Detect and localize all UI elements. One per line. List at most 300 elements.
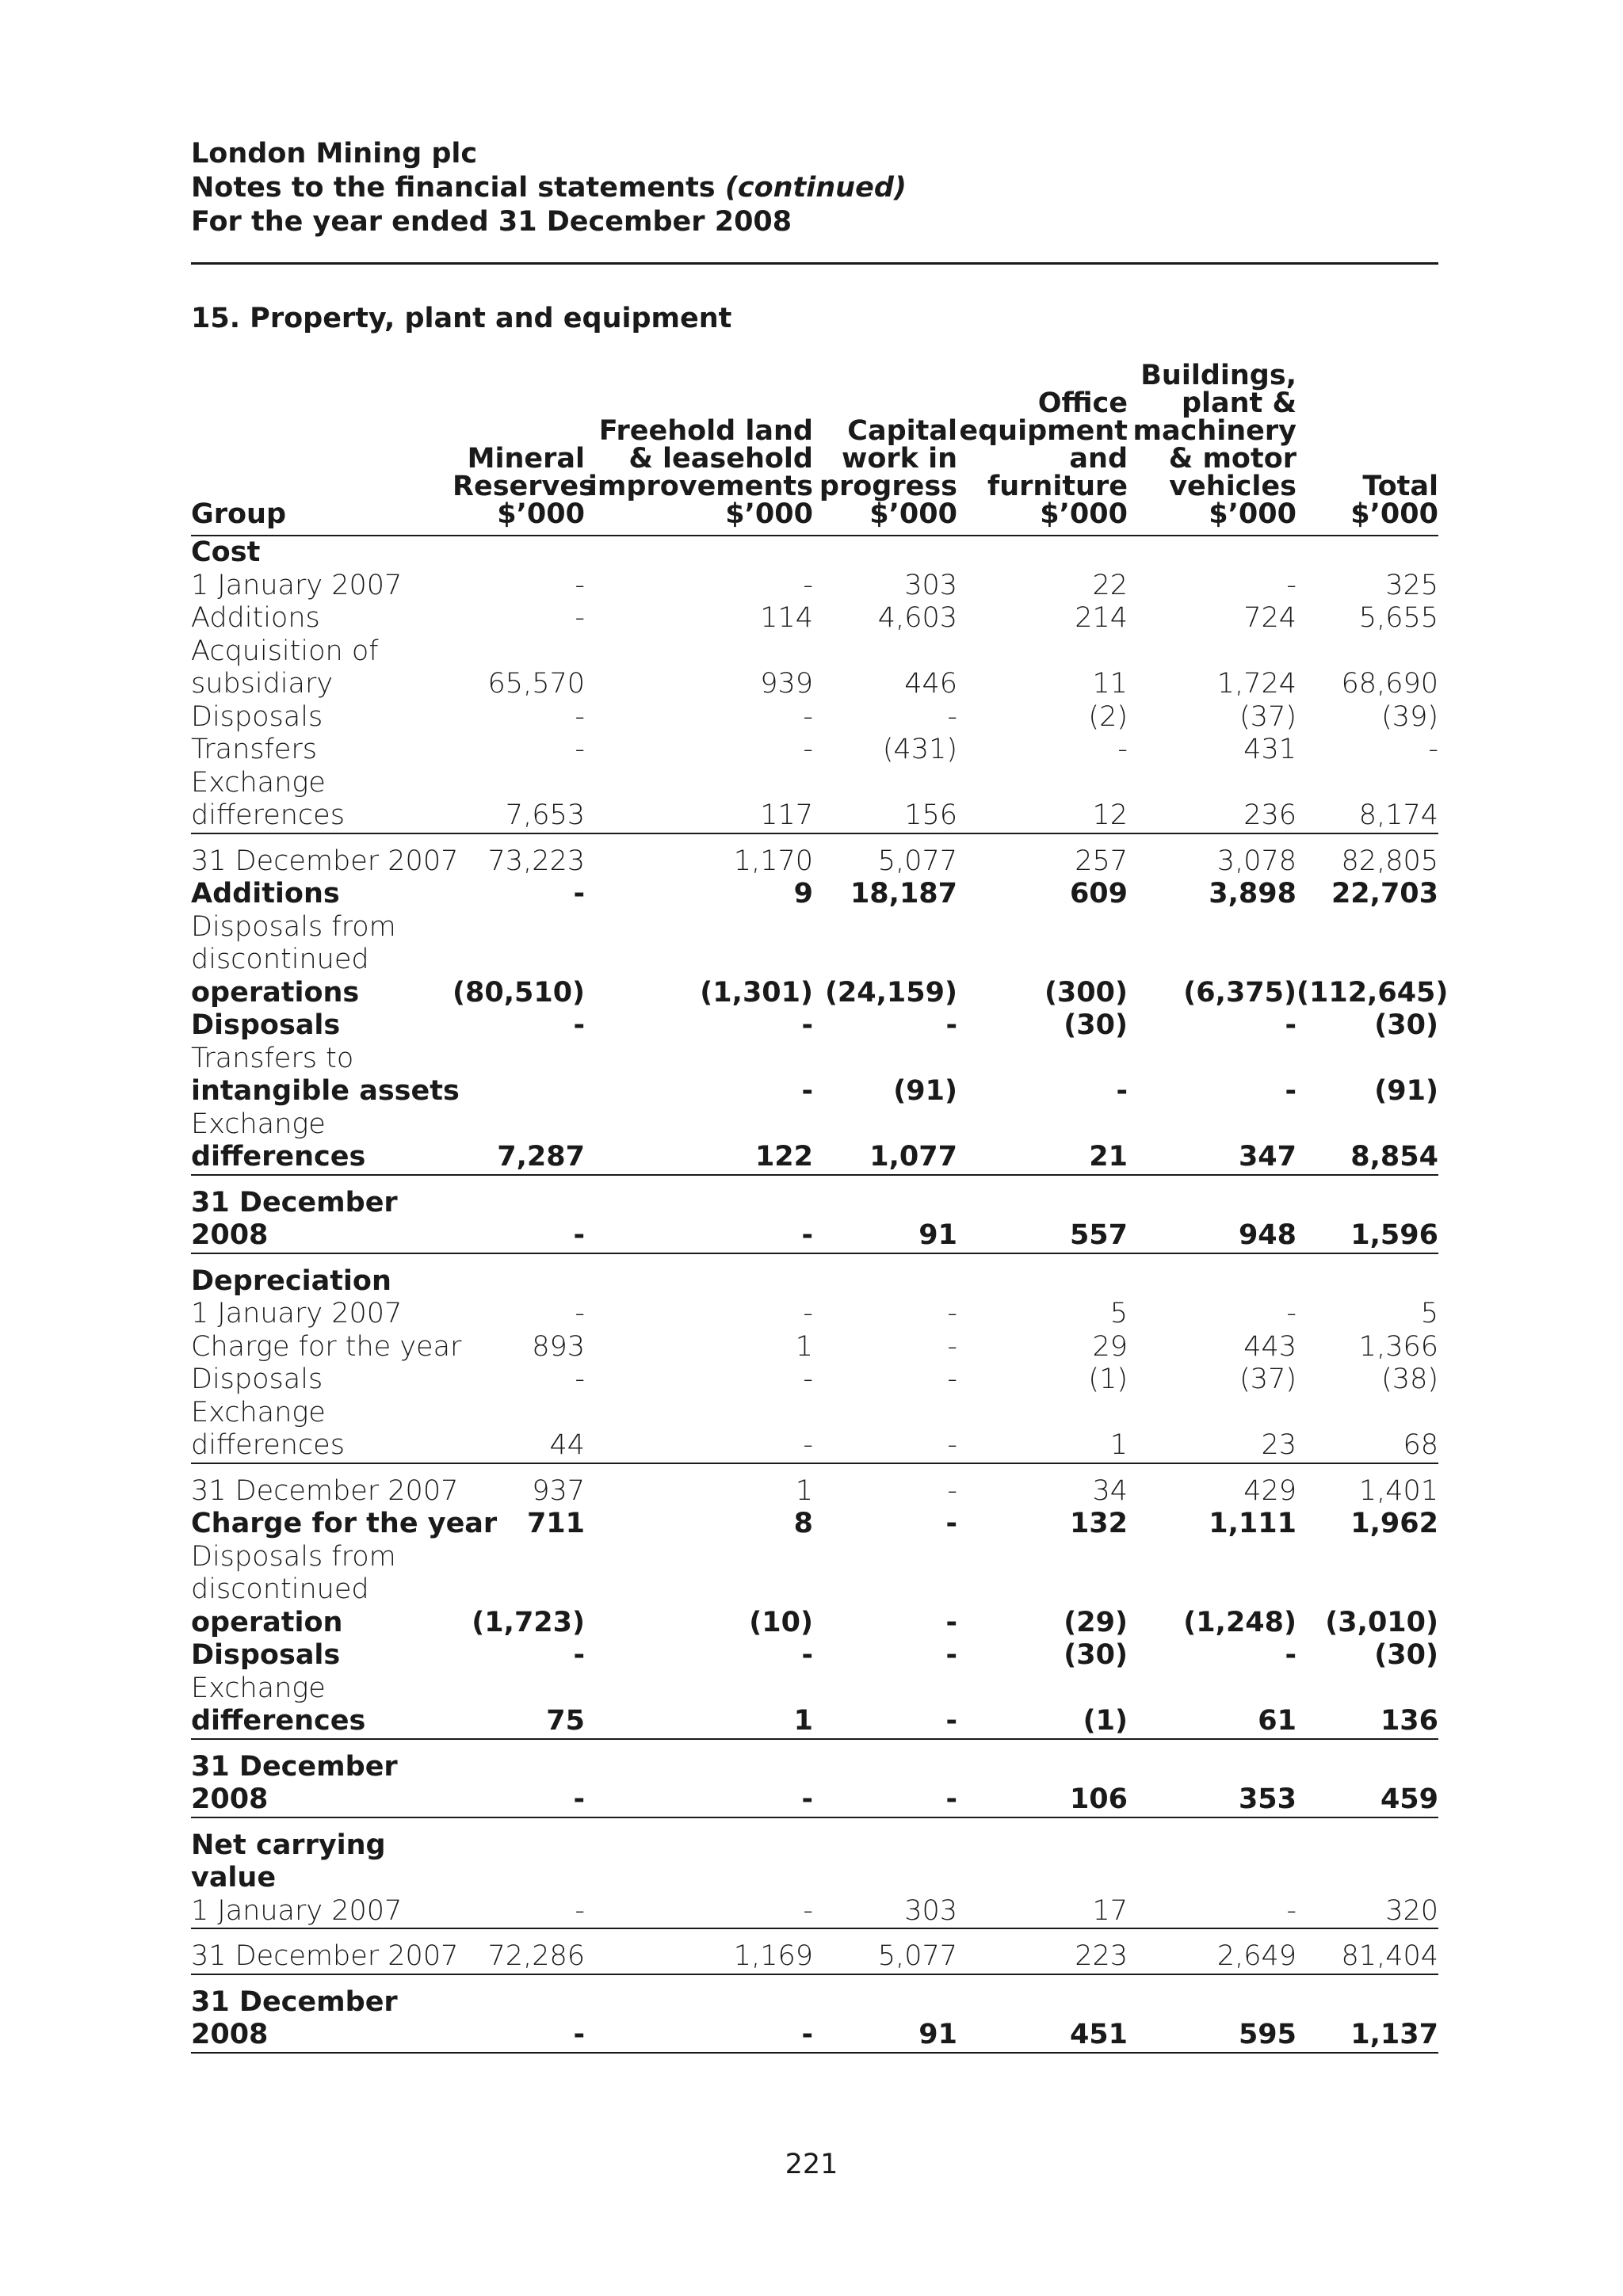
table-cell: -: [803, 1298, 813, 1329]
row-label: differences: [191, 1141, 453, 1175]
table-cell: 17: [957, 1895, 1128, 1929]
table-cell: (24,159): [824, 976, 957, 1009]
table-cell: 3,898: [1209, 878, 1296, 910]
notes-title: Notes to the financial statements: [191, 172, 716, 204]
table-cell: 22: [1092, 569, 1128, 601]
table-cell: 325: [1385, 569, 1438, 601]
row-label: 31 December: [191, 1750, 398, 1783]
table-row: [191, 1974, 1438, 2019]
table-cell: [585, 1862, 813, 1895]
table-cell: [957, 1974, 1128, 2019]
table-cell: [1128, 1739, 1296, 1784]
table-cell: [585, 635, 813, 669]
table-cell: 1,111: [1209, 1508, 1296, 1539]
table-body: [191, 536, 1449, 2053]
table-cell: -: [575, 1298, 585, 1329]
table-cell: -: [945, 1508, 957, 1539]
table-row: [191, 1508, 1438, 1541]
table-cell: 44: [453, 1429, 585, 1463]
table-cell: 459: [1296, 1783, 1438, 1817]
row-label: Disposals from: [191, 1540, 396, 1573]
table-cell: [957, 1175, 1128, 1220]
table-cell: [1296, 1043, 1438, 1076]
row-label: Transfers: [191, 734, 317, 765]
table-cell: [1296, 911, 1438, 944]
table-cell: 303: [813, 1895, 957, 1929]
table-cell: 214: [1075, 602, 1128, 634]
table-cell: -: [1285, 1075, 1296, 1107]
table-cell: [453, 1672, 585, 1706]
table-cell: 72,286: [453, 1928, 585, 1974]
table-cell: (10): [749, 1606, 813, 1638]
table-cell: 5: [1109, 1298, 1128, 1329]
table-cell: [957, 1108, 1128, 1142]
table-cell: [957, 911, 1128, 944]
table-cell: (91): [1374, 1075, 1438, 1107]
table-cell: -: [1116, 1075, 1128, 1107]
table-cell: (431): [882, 734, 957, 765]
table-cell: 724: [1243, 602, 1296, 634]
table-cell: (30): [1064, 1009, 1128, 1041]
table-cell: [1128, 911, 1296, 944]
table-cell: 4,603: [877, 602, 957, 634]
table-cell: [1296, 635, 1438, 669]
table-cell: [453, 1541, 585, 1574]
table-cell: 893: [532, 1330, 585, 1363]
table-cell: -: [453, 1219, 585, 1253]
table-cell: -: [1285, 1009, 1296, 1041]
table-cell: [813, 767, 957, 800]
table-row: [191, 1817, 1438, 1863]
row-label: Disposals from: [191, 910, 396, 943]
table-row: [191, 570, 1438, 603]
table-cell: [813, 635, 957, 669]
table-row: [191, 977, 1438, 1010]
table-row: [191, 635, 1438, 669]
table-cell: -: [945, 1639, 957, 1671]
continued-label: (continued): [724, 172, 907, 204]
table-cell: [1128, 1175, 1296, 1220]
table-cell: [1296, 1541, 1438, 1574]
row-label: 2008: [191, 1219, 453, 1253]
table-cell: (1,301): [700, 976, 813, 1009]
table-cell: 68: [1296, 1429, 1438, 1463]
table-cell: [813, 536, 957, 570]
header-divider: [191, 262, 1438, 265]
table-cell: 8,174: [1296, 799, 1438, 833]
table-cell: [1128, 767, 1296, 800]
table-cell: [1128, 944, 1296, 977]
table-cell: (2): [1088, 700, 1128, 733]
table-cell: [1296, 767, 1438, 800]
table-cell: 5,077: [877, 845, 957, 877]
table-row: [191, 1928, 1438, 1974]
table-cell: [585, 1108, 813, 1142]
table-row: [191, 799, 1438, 833]
table-cell: [957, 1573, 1128, 1607]
table-cell: [585, 911, 813, 944]
table-cell: [957, 635, 1128, 669]
table-cell: -: [1286, 1298, 1296, 1329]
table-cell: [813, 1043, 957, 1076]
table-cell: 156: [813, 799, 957, 833]
table-cell: [813, 1397, 957, 1430]
table-cell: -: [585, 1783, 813, 1817]
table-cell: 23: [1128, 1429, 1296, 1463]
table-cell: -: [453, 1895, 585, 1929]
row-label: Exchange: [191, 1672, 326, 1704]
table-cell: -: [573, 878, 585, 910]
row-label: Depreciation: [191, 1264, 391, 1297]
table-row: [191, 734, 1438, 767]
row-label: Charge for the year: [191, 1330, 462, 1363]
row-label: 1 January 2007: [191, 1895, 453, 1929]
table-cell: -: [575, 569, 585, 601]
table-cell: 81,404: [1296, 1928, 1438, 1974]
table-cell: [585, 944, 813, 977]
table-row: [191, 1672, 1438, 1706]
table-cell: (29): [1064, 1606, 1128, 1638]
table-cell: 1,401: [1358, 1474, 1438, 1507]
row-label: discontinued: [191, 944, 369, 975]
table-cell: [453, 1253, 585, 1299]
table-cell: [1128, 1862, 1296, 1895]
table-row: [191, 1541, 1438, 1574]
table-row: [191, 668, 1438, 701]
table-cell: 1: [795, 1330, 813, 1363]
row-label: discontinued: [191, 1573, 369, 1605]
table-row: [191, 1895, 1438, 1929]
table-row: [191, 2019, 1438, 2053]
table-row: [191, 944, 1438, 977]
table-cell: (1,723): [472, 1606, 585, 1638]
row-label: Cost: [191, 536, 261, 568]
table-cell: 431: [1243, 734, 1296, 765]
table-cell: [585, 1817, 813, 1863]
table-cell: [1128, 1974, 1296, 2019]
row-label: intangible assets: [191, 1075, 460, 1107]
table-cell: 91: [813, 2019, 957, 2053]
table-row: [191, 1705, 1438, 1739]
table-cell: 557: [957, 1219, 1128, 1253]
table-cell: 451: [957, 2019, 1128, 2053]
table-cell: [453, 1043, 585, 1076]
row-label: 1 January 2007: [191, 569, 403, 601]
table-cell: [585, 1397, 813, 1430]
table-row: [191, 1363, 1438, 1397]
table-row: [191, 701, 1438, 734]
row-label: 2008: [191, 1783, 453, 1817]
table-cell: [1128, 1397, 1296, 1430]
table-cell: [813, 1672, 957, 1706]
table-cell: -: [945, 1606, 957, 1638]
row-label: Exchange: [191, 766, 326, 799]
table-cell: -: [575, 734, 585, 765]
table-cell: 429: [1243, 1474, 1296, 1507]
column-header: Capital work in progress $’000: [813, 362, 957, 536]
table-cell: [1296, 1253, 1438, 1299]
table-cell: 82,805: [1341, 845, 1438, 877]
table-cell: -: [585, 1429, 813, 1463]
table-cell: -: [947, 1363, 957, 1395]
table-cell: 65,570: [487, 668, 585, 700]
row-label: Disposals: [191, 1009, 341, 1041]
table-cell: [1128, 1573, 1296, 1607]
table-cell: [813, 1108, 957, 1142]
column-header: Mineral Reserves $’000: [453, 362, 585, 536]
table-cell: (80,510): [453, 976, 586, 1009]
table-cell: 29: [1092, 1330, 1128, 1363]
table-cell: -: [947, 1298, 957, 1329]
table-cell: 7,653: [453, 799, 585, 833]
row-label: 1 January 2007: [191, 1298, 403, 1329]
table-cell: 114: [760, 602, 813, 634]
row-label: Disposals: [191, 1363, 323, 1395]
table-cell: [813, 911, 957, 944]
row-label: Disposals: [191, 700, 323, 733]
table-cell: [453, 911, 585, 944]
table-row: [191, 1141, 1438, 1175]
table-cell: [1128, 1672, 1296, 1706]
row-label: 31 December 2007: [191, 1928, 453, 1974]
table-cell: [453, 1817, 585, 1863]
table-cell: [813, 1175, 957, 1220]
table-cell: 61: [1128, 1705, 1296, 1739]
table-cell: [585, 1253, 813, 1299]
table-cell: 223: [957, 1928, 1128, 1974]
table-row: [191, 833, 1438, 879]
table-cell: -: [813, 1783, 957, 1817]
row-label: operations: [191, 976, 360, 1009]
row-label: Additions: [191, 878, 340, 910]
table-cell: -: [803, 569, 813, 601]
table-cell: -: [1128, 1895, 1296, 1929]
table-cell: 9: [793, 878, 813, 910]
table-cell: 939: [760, 668, 813, 700]
table-cell: [1128, 1108, 1296, 1142]
row-label: Acquisition of: [191, 635, 379, 667]
table-cell: -: [453, 2019, 585, 2053]
table-cell: 1,169: [585, 1928, 813, 1974]
table-row: [191, 1783, 1438, 1817]
row-label: Exchange: [191, 1396, 326, 1428]
table-cell: [1296, 1573, 1438, 1607]
table-cell: [1296, 1175, 1438, 1220]
table-cell: 73,223: [487, 845, 585, 877]
table-row: [191, 1573, 1438, 1607]
table-cell: 5,655: [1358, 602, 1438, 634]
table-cell: [813, 1253, 957, 1299]
table-cell: 320: [1296, 1895, 1438, 1929]
table-cell: 18,187: [850, 878, 957, 910]
table-row: [191, 1739, 1438, 1784]
table-cell: [453, 1075, 585, 1108]
table-cell: -: [947, 1330, 957, 1363]
table-cell: [453, 1397, 585, 1430]
table-cell: [1128, 1541, 1296, 1574]
row-label: 31 December 2007: [191, 845, 459, 877]
table-row: [191, 536, 1438, 570]
table-cell: 122: [585, 1141, 813, 1175]
row-label: Disposals: [191, 1639, 341, 1671]
table-header-row: [191, 362, 1438, 536]
table-cell: 5: [1420, 1298, 1438, 1329]
column-header: Total $’000: [1296, 362, 1438, 536]
table-cell: [813, 1739, 957, 1784]
table-cell: [1128, 635, 1296, 669]
table-cell: -: [1117, 734, 1128, 765]
table-cell: (91): [893, 1075, 957, 1107]
table-cell: [813, 1974, 957, 2019]
table-row: [191, 602, 1438, 635]
table-cell: -: [1428, 734, 1438, 765]
table-row: [191, 1108, 1438, 1142]
table-cell: [957, 1817, 1128, 1863]
table-cell: [813, 1541, 957, 1574]
table-cell: [957, 944, 1128, 977]
table-cell: (1,248): [1183, 1606, 1296, 1638]
table-cell: 609: [1069, 878, 1128, 910]
table-cell: -: [813, 1429, 957, 1463]
table-cell: (1): [957, 1705, 1128, 1739]
table-cell: 5,077: [813, 1928, 957, 1974]
table-cell: 1,077: [813, 1141, 957, 1175]
table-cell: 948: [1128, 1219, 1296, 1253]
table-row: [191, 878, 1438, 911]
table-cell: 68,690: [1341, 668, 1438, 700]
table-cell: 8,854: [1296, 1141, 1438, 1175]
table-cell: [453, 1108, 585, 1142]
table-cell: [813, 1862, 957, 1895]
column-header: Freehold land & leasehold improvements $’000: [585, 362, 813, 536]
table-cell: [585, 1672, 813, 1706]
table-cell: 257: [1075, 845, 1128, 877]
table-cell: [813, 1573, 957, 1607]
table-cell: 353: [1128, 1783, 1296, 1817]
table-row: [191, 1607, 1438, 1640]
table-row: [191, 1463, 1438, 1508]
table-cell: [1296, 536, 1438, 570]
table-cell: 347: [1128, 1141, 1296, 1175]
table-cell: -: [573, 1009, 585, 1041]
table-cell: 7,287: [453, 1141, 585, 1175]
table-cell: 446: [904, 668, 957, 700]
table-row: [191, 1075, 1438, 1108]
table-cell: [957, 1739, 1128, 1784]
table-cell: (37): [1239, 1363, 1296, 1395]
table-cell: -: [573, 1639, 585, 1671]
row-label: 2008: [191, 2019, 453, 2053]
row-label: Net carrying: [191, 1829, 386, 1861]
table-cell: [957, 1862, 1128, 1895]
table-cell: (30): [1374, 1639, 1438, 1671]
row-label: Charge for the year: [191, 1508, 498, 1539]
table-cell: [957, 1397, 1128, 1430]
table-cell: [585, 1175, 813, 1220]
table-cell: [453, 1862, 585, 1895]
table-cell: [957, 536, 1128, 570]
table-cell: [1128, 1253, 1296, 1299]
table-cell: [453, 944, 585, 977]
table-cell: (300): [1044, 976, 1128, 1009]
table-cell: [453, 767, 585, 800]
table-cell: -: [945, 1009, 957, 1041]
table-cell: (39): [1381, 700, 1438, 733]
table-cell: [957, 1672, 1128, 1706]
table-cell: [957, 1043, 1128, 1076]
table-cell: -: [585, 2019, 813, 2053]
table-cell: 937: [532, 1474, 585, 1507]
table-cell: 132: [1069, 1508, 1128, 1539]
table-row: [191, 1331, 1438, 1364]
table-cell: 11: [1092, 668, 1128, 700]
ppe-table: [191, 360, 1449, 2054]
table-cell: [1296, 1672, 1438, 1706]
column-header: Office equipment and furniture $’000: [957, 362, 1128, 536]
table-cell: [453, 635, 585, 669]
table-cell: [1296, 1817, 1438, 1863]
row-label: Additions: [191, 602, 320, 634]
table-cell: 75: [453, 1705, 585, 1739]
table-cell: 303: [904, 569, 957, 601]
table-row: [191, 1009, 1438, 1043]
row-label: differences: [191, 799, 453, 833]
table-cell: [453, 1739, 585, 1784]
table-cell: (30): [1064, 1639, 1128, 1671]
table-cell: [585, 1739, 813, 1784]
table-cell: [1296, 1974, 1438, 2019]
table-cell: (30): [1374, 1009, 1438, 1041]
table-cell: [1296, 1739, 1438, 1784]
section-title: 15. Property, plant and equipment: [191, 303, 732, 334]
row-label: value: [191, 1862, 277, 1894]
table-cell: (1): [1088, 1363, 1128, 1395]
table-cell: 136: [1296, 1705, 1438, 1739]
table-cell: [453, 536, 585, 570]
row-label: 31 December: [191, 1985, 398, 2018]
table-row: [191, 1862, 1438, 1895]
row-label: operation: [191, 1606, 343, 1638]
table-cell: [453, 1175, 585, 1220]
table-cell: 117: [585, 799, 813, 833]
row-label: differences: [191, 1429, 453, 1463]
table-cell: -: [803, 1363, 813, 1395]
table-cell: -: [575, 700, 585, 733]
table-cell: -: [575, 1363, 585, 1395]
table-row: [191, 1043, 1438, 1076]
page-number: 221: [785, 2149, 838, 2180]
table-cell: [585, 1541, 813, 1574]
table-cell: 1: [585, 1705, 813, 1739]
table-cell: [585, 1043, 813, 1076]
table-cell: 34: [1092, 1474, 1128, 1507]
table-cell: -: [801, 1639, 813, 1671]
notes-title-line: [191, 171, 907, 205]
table-cell: 22,703: [1331, 878, 1438, 910]
table-cell: 106: [957, 1783, 1128, 1817]
table-cell: [957, 1541, 1128, 1574]
table-cell: -: [947, 700, 957, 733]
row-label: Transfers to: [191, 1042, 354, 1074]
table-cell: 1,366: [1358, 1330, 1438, 1363]
row-label: 31 December 2007: [191, 1474, 459, 1507]
table-cell: 21: [957, 1141, 1128, 1175]
table-cell: -: [453, 1783, 585, 1817]
table-cell: 8: [793, 1508, 813, 1539]
table-cell: (37): [1239, 700, 1296, 733]
table-cell: 236: [1128, 799, 1296, 833]
table-cell: 1: [795, 1474, 813, 1507]
